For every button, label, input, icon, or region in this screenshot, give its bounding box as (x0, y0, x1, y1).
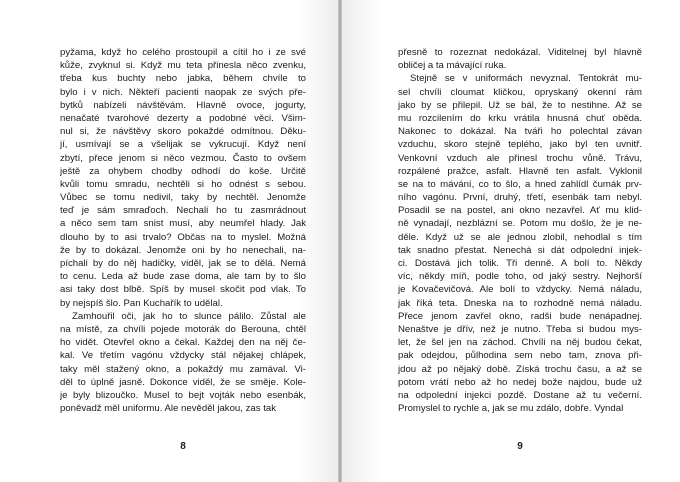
text-line: sel chvíli cloumat kličkou, opryskaný okenní rám (398, 86, 642, 98)
text-line: ně vynadají, nezblázní se. Potom mu došlo, že je ne- (398, 218, 642, 230)
text-line: Nakonec to dokázal. Na tváři ho polechtal závan (398, 126, 642, 138)
text-line: nenačaté tvarohové dezerty a podobné věci. Všim- (60, 112, 306, 124)
text-line: kvůli tomu smradu, nechtěli si ho odnést s sebou. (60, 178, 306, 190)
text-line: je Kovačevičová. Ale bolí to vždycky. Nemá náladu, (398, 284, 642, 296)
text-line: je byly blizoučko. Musel to bejt vojták nebo esenbák, (60, 389, 306, 401)
text-line: jí, usmívají se a všelijak se vykrucují. Když není (60, 139, 306, 151)
text-line: Nenaštve je dřív, než je nutno. Třeba si budou mys- (398, 323, 642, 335)
text-line: bytků nabízeli návštěvám. Hlavně ovoce, jogurty, (60, 99, 306, 111)
text-line: Posadil se na postel, ani okno nezavřel. Ať mu klid- (398, 205, 642, 217)
text-line: Stejně se v uniformách nevyznal. Tentokrát mu- (410, 73, 642, 85)
text-line: že by to dokázal. Jenomže oni by ho nenechali, na- (60, 244, 306, 256)
text-line: zbytí, přece jenom si něco vezmou. Často to ovšem (60, 152, 306, 164)
text-line: Promyslel to rychle a, jak se mu zdálo, dobře. Vyndal (398, 403, 624, 415)
text-line: jako by se přilepil. Už se bál, že to nestihne. Až se (398, 99, 642, 111)
text-line: ci. Dostává jich tolik. Tři denně. A bolí to. Někdy (398, 258, 642, 269)
text-line: taky měl stažený okno, a pokaždý mu zamával. Vi- (60, 363, 306, 375)
right-page-text (398, 46, 642, 415)
text-line: přesně to rozeznat nedokázal. Viditelnej byl hlavně (398, 47, 642, 58)
text-line: dlouho by to asi trvalo? Občas na to myslel. Možná (60, 231, 306, 243)
text-line: pyžama, když ho celého prostoupil a cítil ho i ze své (60, 47, 306, 58)
text-line: na odpolední injekci pozdě. Dostane až tu večerní. (398, 389, 642, 401)
text-line: bylo i v nich. Někteří pacienti naopak ze svých pře- (60, 86, 306, 98)
text-line: ního vagónu. První, druhý, třetí, esenbák tam nebyl. (398, 192, 642, 204)
text-line: to cenu. Leda až bude zase doma, ale tam by to šlo (60, 271, 306, 283)
left-page (0, 0, 338, 482)
text-line: poněvadž měl uniformu. Ale nevěděl jakou, zas tak (60, 403, 276, 415)
text-line: teď je sám smraďoch. Nechali ho tu zasmrádnout (60, 205, 306, 217)
text-line: vzduchu, skoro stejně teplého, jako byl ten uvnitř. (398, 139, 642, 151)
text-line: píchali by do něj hadičky, viděl, jak se to dělá. Nemá (60, 258, 306, 269)
text-line: pak odejdou, půlhodina sem nebo tam, znova při- (398, 350, 642, 362)
text-line: obličej a ta mávající ruka. (398, 60, 507, 72)
text-line: ještě za ohybem chodby odhodí do koše. Určitě (60, 165, 306, 177)
left-page-text (60, 46, 306, 415)
text-line: rozpálené pražce, asfalt. Hlavně ten asfalt. Vyklonil (398, 165, 642, 177)
text-line: a něco sem tam snist musí, aby neumřel hlady. Jak (60, 218, 306, 230)
text-line: Zamhouřil oči, jak ho to slunce pálilo. Zůstal ale (72, 310, 306, 322)
text-line: tak snadno přestat. Nenechá si dát odpolední injek- (398, 244, 642, 256)
text-line: kal. Ve třetím vagónu vždycky stál nějakej chlápek, (60, 350, 306, 362)
text-line: jdou až po nějaký době. Získá trochu času, a až se (398, 363, 642, 375)
right-page (342, 0, 680, 482)
text-line: by nejspíš šlo. Pan Kuchařík to udělal. (60, 297, 223, 309)
text-line: nul si, že návštěvy skoro pokaždé odmítnou. Děku- (60, 126, 306, 138)
text-line: mu rozcilením do krku vrátila hnusná chuť oběda. (398, 112, 642, 124)
text-line: let, že šel jen na záchod. Chvíli na něj budou čekat, (398, 337, 642, 349)
text-line: ho vidět. Otevřel okno a čekal. Každej den na něj če- (60, 337, 306, 349)
text-line: kůže, zvyknul si. Když mu teta přinesla něco zvenku, (60, 60, 306, 72)
text-line: Venkovní vzduch ale přinesl trochu vůně. Trávu, (398, 152, 642, 164)
text-line: Přece jenom zavřel okno, radši bude nenápadnej. (398, 310, 642, 322)
left-page-number: 8 (180, 441, 186, 452)
text-line: se na to mávání, co to šlo, a hned zahlídl čumák prv- (398, 178, 642, 190)
text-line: potom vrátí nebo až ho nedej bože najdou, bude už (398, 376, 642, 388)
text-line: Vůbec se tomu nedivil, taky by nechtěl. Jenomže (60, 192, 306, 204)
text-line: třeba kus buchty nebo jabka, během chvíle to (60, 73, 306, 85)
text-line: na místě, za chvíli pojede motorák do Berouna, chtěl (60, 323, 306, 335)
text-line: víc, někdy míň, podle toho, od jaký sestry. Nejhorší (398, 271, 642, 283)
text-line: asi taky dost blbě. Spíš by musel skočit pod vlak. To (60, 284, 306, 296)
text-line: jak říká teta. Dneska na to rozhodně nemá náladu. (398, 297, 642, 309)
text-line: děl to úplně jasně. Dokonce viděl, že se směje. Kole- (60, 376, 306, 388)
text-line: děle. Když už se ale jednou zlobil, nehodlal s tím (398, 231, 642, 243)
right-page-number: 9 (517, 441, 523, 452)
